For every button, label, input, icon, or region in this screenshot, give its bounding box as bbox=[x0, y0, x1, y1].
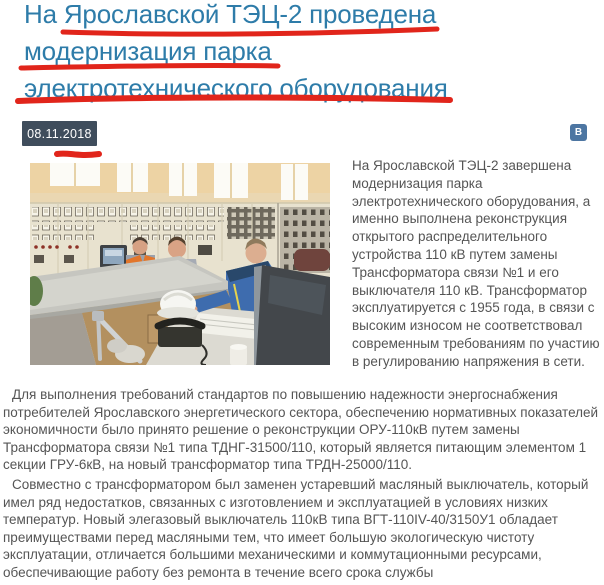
vk-share-button[interactable] bbox=[570, 124, 587, 141]
publish-date-badge bbox=[22, 121, 97, 146]
article-paragraph: Для выполнения требований стандартов по повышению надежности энергоснабжения потребителей Ярославского энергетического сектора, обеспечению нормативных показателей экономичности было принято решение о реконструкции ОРУ-110кВ путем замены Трансформатора связи №1 типа ТДНГ-31500/110, который является питающим элементом 1 секции ГРУ-6кВ, на новый трансформатор типа ТРДН-25000/110. bbox=[3, 387, 599, 473]
article-body bbox=[3, 386, 601, 584]
page-title-line-1: На Ярославской ТЭЦ-2 проведена bbox=[24, 0, 437, 29]
article-lead: На Ярославской ТЭЦ-2 завершена модернизация парка электротехнического оборудования, а именно выполнена реконструкция открытого распределительного устройства 110 кВ путем замены Трансформатора связи №1 и его выключателя 110 кВ. Трансформатор эксплуатируется с 1955 года, в связи с высоким износом не соответствовал современным требованиям по участию в регулированию напряжения в сети. bbox=[352, 158, 600, 369]
photo-chair bbox=[294, 249, 330, 271]
publish-date: 08.11.2018 bbox=[27, 126, 92, 141]
article-photo-illustration bbox=[30, 163, 330, 365]
vk-icon: В bbox=[574, 127, 583, 138]
page-title-line-3: электротехнического оборудования bbox=[24, 73, 448, 103]
underline-date bbox=[57, 154, 99, 155]
article-paragraph: Совместно с трансформатором был заменен устаревший масляный выключатель, который имел ряд недостатков, связанных с изготовлением и эксплуатацией в условиях низких температур. Новый элегазовый выключатель 110кВ типа ВГТ-110IV-40/3150У1 обладает преимуществами перед масляными тем, что имеет большую экологическую чистоту эксплуатации, отличается большими механическими и коммутационными ресурсами, обеспечивающие работу без ремонта в течение всего срока службы bbox=[3, 476, 589, 580]
page-title bbox=[24, 0, 584, 107]
photo-large-monitor bbox=[254, 265, 330, 365]
page-title-line-2: модернизация парка bbox=[24, 36, 272, 66]
article-photo bbox=[30, 163, 330, 365]
